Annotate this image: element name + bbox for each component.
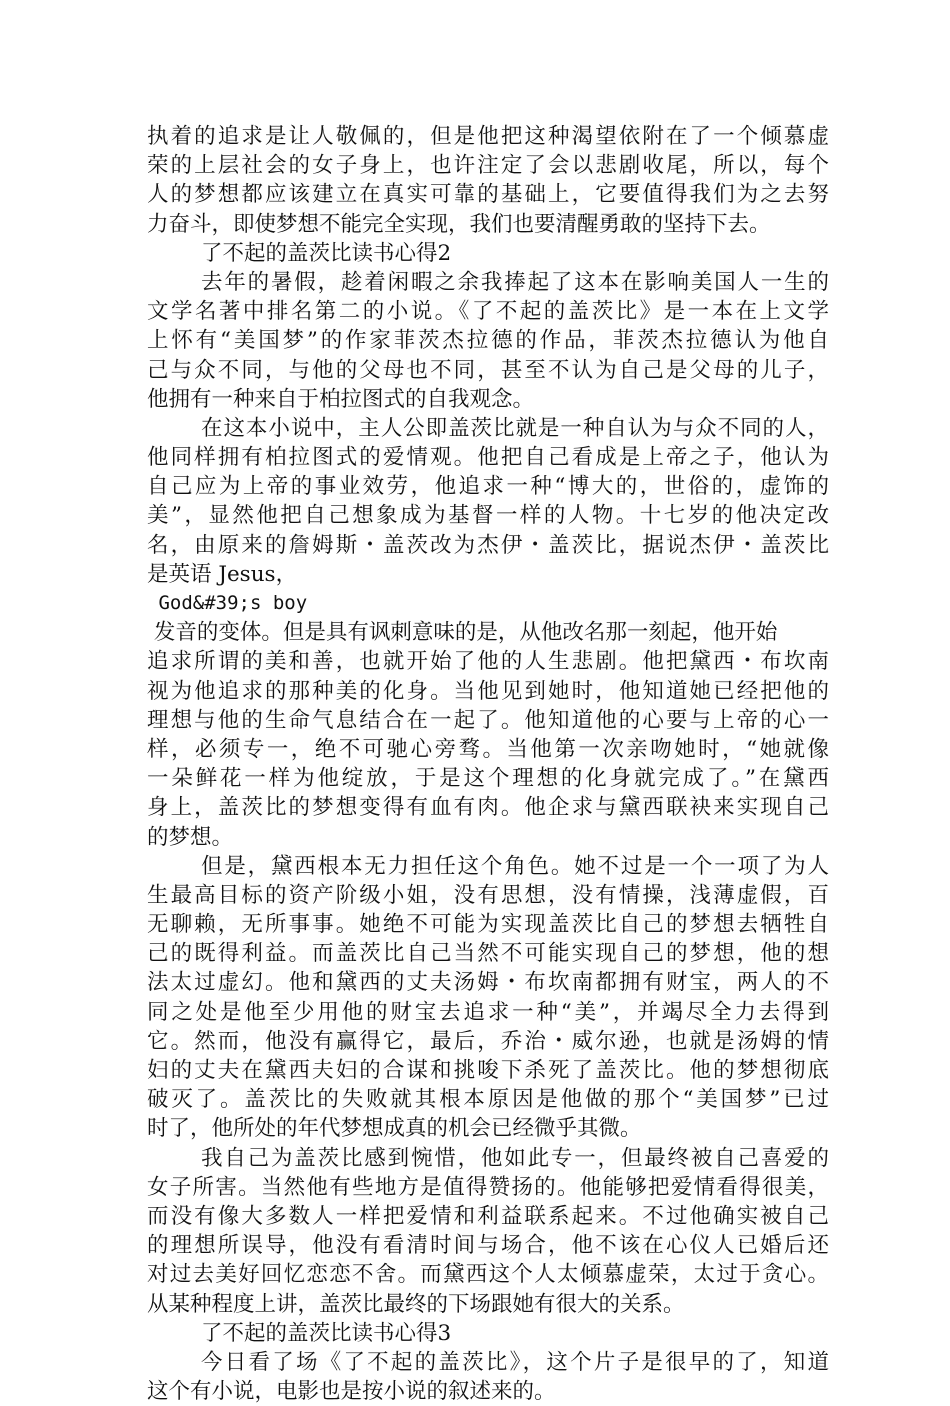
text-line: 的理想所误导，他没有看清时间与场合，他不该在心仪人已婚后还 bbox=[147, 1233, 829, 1259]
text-line: 他同样拥有柏拉图式的爱情观。他把自己看成是上帝之子，他认为 bbox=[147, 445, 829, 471]
document-body bbox=[147, 122, 829, 1406]
text-line: 我自己为盖茨比感到惋惜，他如此专一，但最终被自己喜爱的 bbox=[201, 1145, 829, 1171]
text-line: 视为他追求的那种美的化身。当他见到她时，他知道她已经把他的 bbox=[147, 678, 829, 704]
text-line: 法太过虚幻。他和黛西的丈夫汤姆・布坎南都拥有财宝，两人的不 bbox=[147, 970, 829, 996]
text-line: 同之处是他至少用他的财宝去追求一种“美”，并竭尽全力去得到 bbox=[147, 999, 829, 1025]
text-line: 是英语 Jesus， bbox=[147, 561, 298, 587]
text-line: 对过去美好回忆恋恋不舍。而黛西这个人太倾慕虚荣，太过于贪心。 bbox=[147, 1262, 829, 1288]
text-line: 去年的暑假，趁着闲暇之余我捧起了这本在影响美国人一生的 bbox=[201, 269, 829, 295]
text-line: 从某种程度上讲，盖茨比最终的下场跟她有很大的关系。 bbox=[147, 1291, 685, 1317]
text-line: 己与众不同，与他的父母也不同，甚至不认为自己是父母的儿子， bbox=[147, 357, 829, 383]
section-heading: 了不起的盖茨比读书心得3 bbox=[201, 1320, 452, 1346]
text-line: 人的梦想都应该建立在真实可靠的基础上，它要值得我们为之去努 bbox=[147, 182, 829, 208]
text-line: 己的既得利益。而盖茨比自己当然不可能实现自己的梦想，他的想 bbox=[147, 941, 829, 967]
text-line: 破灭了。盖茨比的失败就其根本原因是他做的那个“美国梦”已过 bbox=[147, 1087, 829, 1113]
text-line: 无聊赖，无所事事。她绝不可能为实现盖茨比自己的梦想去牺牲自 bbox=[147, 912, 829, 938]
text-line: 力奋斗，即使梦想不能完全实现，我们也要清醒勇敢的坚持下去。 bbox=[147, 211, 771, 237]
text-line: 的梦想。 bbox=[147, 824, 234, 850]
text-line: 自己应为上帝的事业效劳，他追求一种“博大的，世俗的，虚饰的 bbox=[147, 474, 829, 500]
text-line-latin: God&#39;s boy bbox=[147, 592, 308, 614]
text-line: 生最高目标的资产阶级小姐，没有思想，没有情操，浅薄虚假，百 bbox=[147, 882, 829, 908]
text-line: 追求所谓的美和善，也就开始了他的人生悲剧。他把黛西・布坎南 bbox=[147, 649, 829, 675]
text-line: 但是，黛西根本无力担任这个角色。她不过是一个一项了为人 bbox=[201, 853, 829, 879]
section-heading: 了不起的盖茨比读书心得2 bbox=[201, 240, 452, 266]
text-line: 名，由原来的詹姆斯・盖茨改为杰伊・盖茨比，据说杰伊・盖茨比 bbox=[147, 532, 829, 558]
text-line: 执着的追求是让人敬佩的，但是他把这种渴望依附在了一个倾慕虚 bbox=[147, 124, 829, 149]
text-line: 上怀有“美国梦”的作家菲茨杰拉德的作品，菲茨杰拉德认为他自 bbox=[147, 328, 829, 354]
text-line: 这个有小说，电影也是按小说的叙述来的。 bbox=[147, 1379, 556, 1405]
text-line: 而没有像大多数人一样把爱情和利益联系起来。不过他确实被自己 bbox=[147, 1203, 829, 1229]
text-line: 身上，盖茨比的梦想变得有血有肉。他企求与黛西联袂来实现自己 bbox=[147, 795, 829, 821]
text-line: 理想与他的生命气息结合在一起了。他知道他的心要与上帝的心一 bbox=[147, 707, 829, 733]
text-line: 样，必须专一，绝不可驰心旁骛。当他第一次亲吻她时，“她就像 bbox=[147, 736, 829, 762]
text-line: 今日看了场《了不起的盖茨比》，这个片子是很早的了，知道 bbox=[201, 1349, 829, 1375]
text-line: 妇的丈夫在黛西夫妇的合谋和挑唆下杀死了盖茨比。他的梦想彻底 bbox=[147, 1058, 829, 1083]
text-line: 时了，他所处的年代梦想成真的机会已经微乎其微。 bbox=[147, 1116, 642, 1142]
text-line: 他拥有一种来自于柏拉图式的自我观念。 bbox=[147, 386, 535, 412]
text-line: 它。然而，他没有赢得它，最后，乔治・威尔逊，也就是汤姆的情 bbox=[147, 1028, 829, 1054]
text-line: 女子所害。当然他有些地方是值得赞扬的。他能够把爱情看得很美， bbox=[147, 1174, 829, 1200]
text-line: 荣的上层社会的女子身上，也许注定了会以悲剧收尾，所以，每个 bbox=[147, 153, 829, 179]
text-line: 一朵鲜花一样为他绽放，于是这个理想的化身就完成了。”在黛西 bbox=[147, 766, 829, 792]
text-line: 文学名著中排名第二的小说。《了不起的盖茨比》是一本在上文学 bbox=[147, 299, 829, 325]
text-line: 美”，显然他把自己想象成为基督一样的人物。十七岁的他决定改 bbox=[147, 503, 829, 529]
text-line: 在这本小说中，主人公即盖茨比就是一种自认为与众不同的人， bbox=[201, 415, 829, 441]
text-line: 发音的变体。但是具有讽刺意味的是，从他改名那一刻起，他开始 bbox=[147, 620, 778, 646]
